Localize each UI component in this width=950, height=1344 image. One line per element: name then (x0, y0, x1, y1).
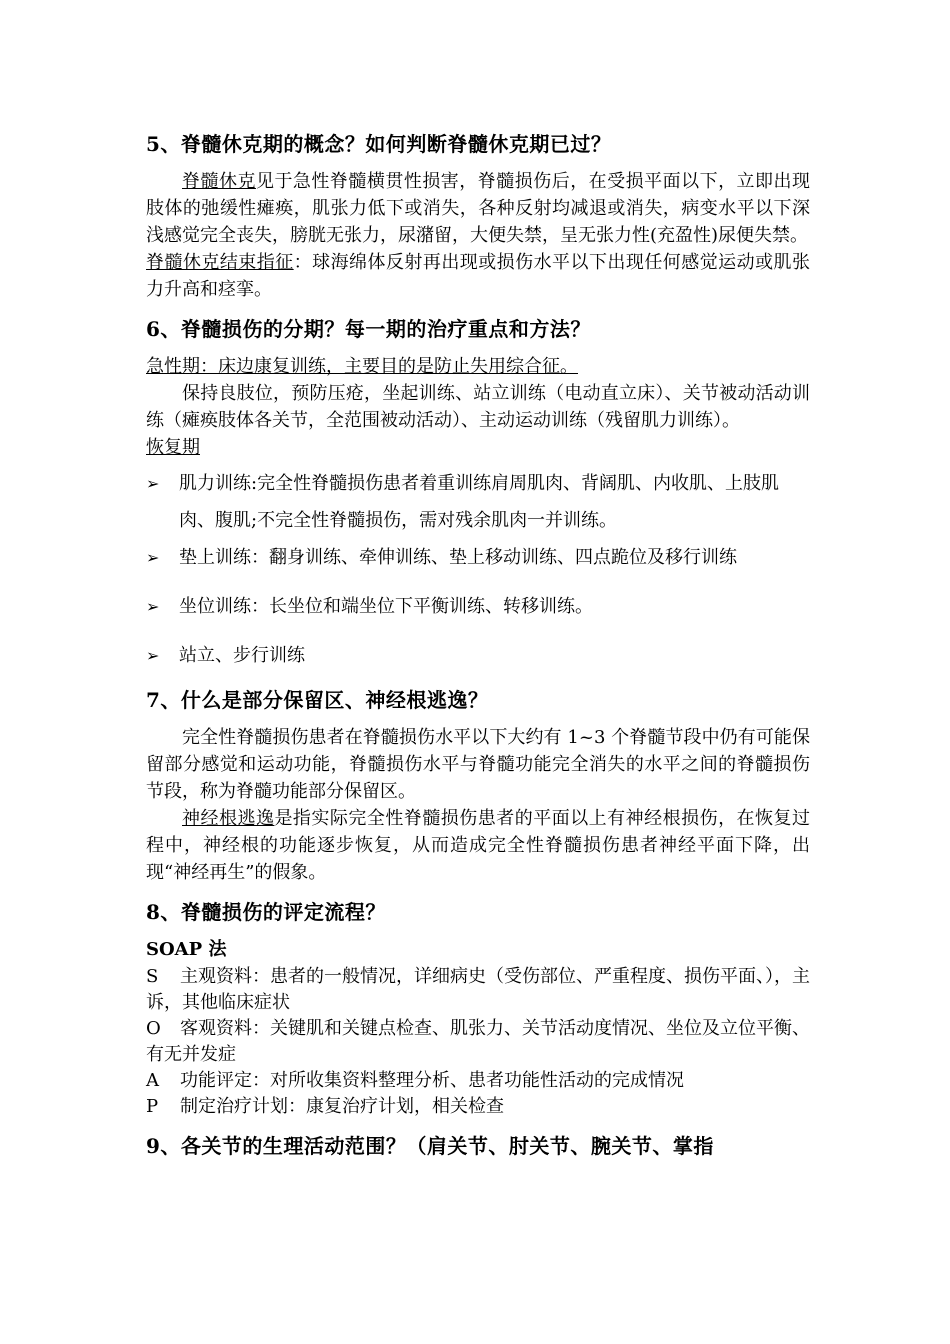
section-5-paragraph-1 (146, 168, 810, 249)
section-6-heading: 6、脊髓损伤的分期？每一期的治疗重点和方法？ (146, 317, 591, 341)
arrow-bullet-icon: ➢ (146, 548, 160, 567)
section-9-heading: 9、各关节的生理活动范围？（肩关节、肘关节、腕关节、掌指 (146, 1134, 714, 1158)
section-5-heading: 5、脊髓休克期的概念？如何判断脊髓休克期已过？ (146, 132, 612, 156)
spinal-shock-end-text: ：球海绵体反射再出现或损伤水平以下出现任何感觉运动或肌张力升高和痉挛。 (146, 252, 810, 300)
list-item: ➢ 坐位训练：长坐位和端坐位下平衡训练、转移训练。 (146, 588, 810, 625)
spinal-shock-definition: 见于急性脊髓横贯性损害，脊髓损伤后，在受损平面以下，立即出现肢体的弛缓性瘫痪，肌张力低下或消失，各种反射均减退或消失，病变水平以下深浅感觉完全丧失，膀胱无张力，尿潴留，大便失禁，呈无张力性(充盈性)尿便失禁。 (146, 171, 811, 246)
section-7-heading: 7、什么是部分保留区、神经根逃逸？ (146, 688, 489, 712)
list-item: ➢ 站立、步行训练 (146, 637, 810, 674)
list-item: ➢ 垫上训练：翻身训练、牵伸训练、垫上移动训练、四点跪位及移行训练 (146, 539, 810, 576)
acute-phase-label: 急性期：床边康复训练，主要目的是防止失用综合征。 (146, 356, 578, 377)
soap-row-s: S 主观资料：患者的一般情况，详细病史（受伤部位、严重程度、损伤平面、），主诉，其他临床症状 (146, 966, 810, 1013)
term-nerve-root-escape: 神经根逃逸 (182, 808, 275, 829)
list-item: ➢ 肌力训练:完全性脊髓损伤患者着重训练肩周肌肉、背阔肌、内收肌、上肢肌肉、腹肌;不完全性脊髓损伤，需对残余肌肉一并训练。 (146, 465, 810, 539)
section-7-paragraph-2 (146, 805, 810, 886)
section-7-paragraph-1: 完全性脊髓损伤患者在脊髓损伤水平以下大约有 1~3 个脊髓节段中仍有可能保留部分感觉和运动功能，脊髓损伤水平与脊髓功能完全消失的水平之间的脊髓损伤节段，称为脊髓功能部分保留区。 (146, 727, 810, 802)
acute-phase-text: 保持良肢位，预防压疮，坐起训练、站立训练（电动直立床）、关节被动活动训练（瘫痪肢体各关节，全范围被动活动）、主动运动训练（残留肌力训练）。 (146, 383, 810, 431)
term-spinal-shock-end: 脊髓休克结束指征 (146, 252, 294, 273)
soap-row-a: A 功能评定：对所收集资料整理分析、患者功能性活动的完成情况 (146, 1070, 684, 1091)
recovery-phase-label: 恢复期 (146, 437, 200, 458)
arrow-bullet-icon: ➢ (146, 646, 160, 665)
recovery-bullet-list (146, 465, 810, 674)
soap-row-o: O 客观资料：关键肌和关键点检查、肌张力、关节活动度情况、坐位及立位平衡、有无并发症 (146, 1018, 810, 1065)
document-content (146, 130, 810, 1170)
nerve-root-escape-text: 是指实际完全性脊髓损伤患者的平面以上有神经根损伤，在恢复过程中，神经根的功能逐步恢复，从而造成完全性脊髓损伤患者神经平面下降，出现“神经再生”的假象。 (146, 808, 811, 883)
soap-method-label: SOAP 法 (146, 939, 227, 960)
arrow-bullet-icon: ➢ (146, 474, 160, 493)
soap-row-p: P 制定治疗计划：康复治疗计划，相关检查 (146, 1096, 504, 1117)
section-8-heading: 8、脊髓损伤的评定流程？ (146, 900, 386, 924)
term-spinal-shock: 脊髓休克 (182, 171, 256, 192)
section-5-paragraph-2 (146, 249, 810, 303)
arrow-bullet-icon: ➢ (146, 597, 160, 616)
